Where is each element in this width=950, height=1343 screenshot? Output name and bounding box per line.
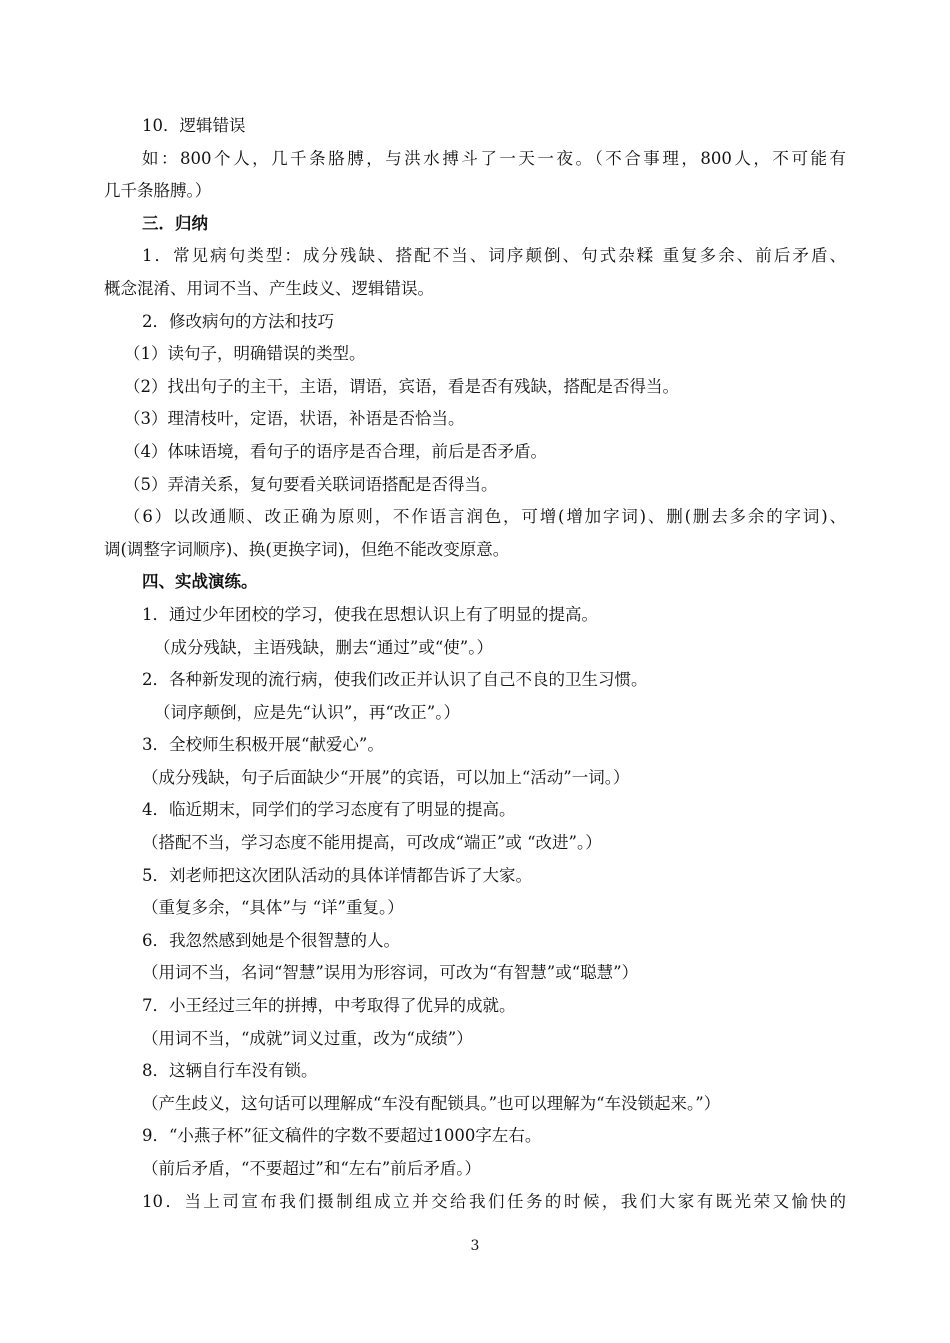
text-line: （产生歧义，这句话可以理解成“车没有配锁具。”也可以理解为“车没锁起来。”） bbox=[142, 1093, 721, 1113]
text-line: （用词不当，“成就”词义过重，改为“成绩”） bbox=[142, 1028, 473, 1048]
text-line: 三．归纳 bbox=[142, 213, 208, 233]
text-line: 8．这辆自行车没有锁。 bbox=[142, 1061, 318, 1081]
text-line: 四、实战演练。 bbox=[142, 572, 258, 592]
text-line: 6．我忽然感到她是个很智慧的人。 bbox=[142, 930, 400, 950]
text-line: 5．刘老师把这次团队活动的具体详情都告诉了大家。 bbox=[142, 865, 532, 885]
text-line: 2．修改病句的方法和技巧 bbox=[142, 311, 334, 331]
text-line: （1）读句子，明确错误的类型。 bbox=[124, 344, 366, 364]
text-line: （5）弄清关系，复句要看关联词语搭配是否得当。 bbox=[124, 474, 498, 494]
text-line: （重复多余，“具体”与 “详”重复。） bbox=[142, 898, 404, 918]
text-line: 调(调整字词顺序)、换(更换字词)，但绝不能改变原意。 bbox=[104, 539, 510, 559]
text-line: （2）找出句子的主干，主语，谓语，宾语，看是否有残缺，搭配是否得当。 bbox=[124, 376, 679, 396]
text-line: （6）以改通顺、改正确为原则，不作语言润色，可增(增加字词)、删(删去多余的字词)、 bbox=[124, 507, 846, 527]
text-line: 概念混淆、用词不当、产生歧义、逻辑错误。 bbox=[104, 278, 434, 298]
text-line: 1．通过少年团校的学习，使我在思想认识上有了明显的提高。 bbox=[142, 604, 598, 624]
text-line: （前后矛盾，“不要超过”和“左右”前后矛盾。） bbox=[142, 1159, 481, 1178]
text-line: 2．各种新发现的流行病，使我们改正并认识了自己不良的卫生习惯。 bbox=[142, 670, 648, 690]
text-line: 10．当上司宣布我们摄制组成立并交给我们任务的时候，我们大家有既光荣又愉快的 bbox=[142, 1191, 846, 1211]
text-line: 7．小王经过三年的拼搏，中考取得了优异的成就。 bbox=[142, 996, 516, 1016]
page-number: 3 bbox=[470, 1238, 480, 1254]
text-line: 几千条胳膊。） bbox=[104, 181, 212, 201]
text-line: （成分残缺，主语残缺，删去“通过”或“使”。） bbox=[154, 637, 493, 657]
text-line: 4．临近期末，同学们的学习态度有了明显的提高。 bbox=[142, 800, 516, 820]
text-line: 9．“小燕子杯”征文稿件的字数不要超过1000字左右。 bbox=[142, 1126, 542, 1146]
text-line: （4）体味语境，看句子的语序是否合理，前后是否矛盾。 bbox=[124, 441, 547, 461]
text-line: （搭配不当，学习态度不能用提高，可改成“端正”或 “改进”。） bbox=[142, 833, 602, 853]
text-line: （3）理清枝叶，定语，状语，补语是否恰当。 bbox=[124, 409, 465, 429]
text-line: 1．常见病句类型：成分残缺、搭配不当、词序颠倒、句式杂糅 重复多余、前后矛盾、 bbox=[142, 246, 846, 266]
text-line: （词序颠倒，应是先“认识”，再“改正”。） bbox=[154, 702, 460, 722]
text-line: 10．逻辑错误 bbox=[142, 116, 246, 135]
text-line: （成分残缺，句子后面缺少“开展”的宾语，可以加上“活动”一词。） bbox=[142, 767, 630, 787]
text-line: 如：800个人，几千条胳膊，与洪水搏斗了一天一夜。（不合事理，800人，不可能有 bbox=[142, 148, 846, 168]
text-line: （用词不当，名词“智慧”误用为形容词，可改为“有智慧”或“聪慧”） bbox=[142, 963, 639, 983]
text-line: 3．全校师生积极开展“献爱心”。 bbox=[142, 735, 384, 755]
document-body bbox=[104, 110, 846, 1218]
